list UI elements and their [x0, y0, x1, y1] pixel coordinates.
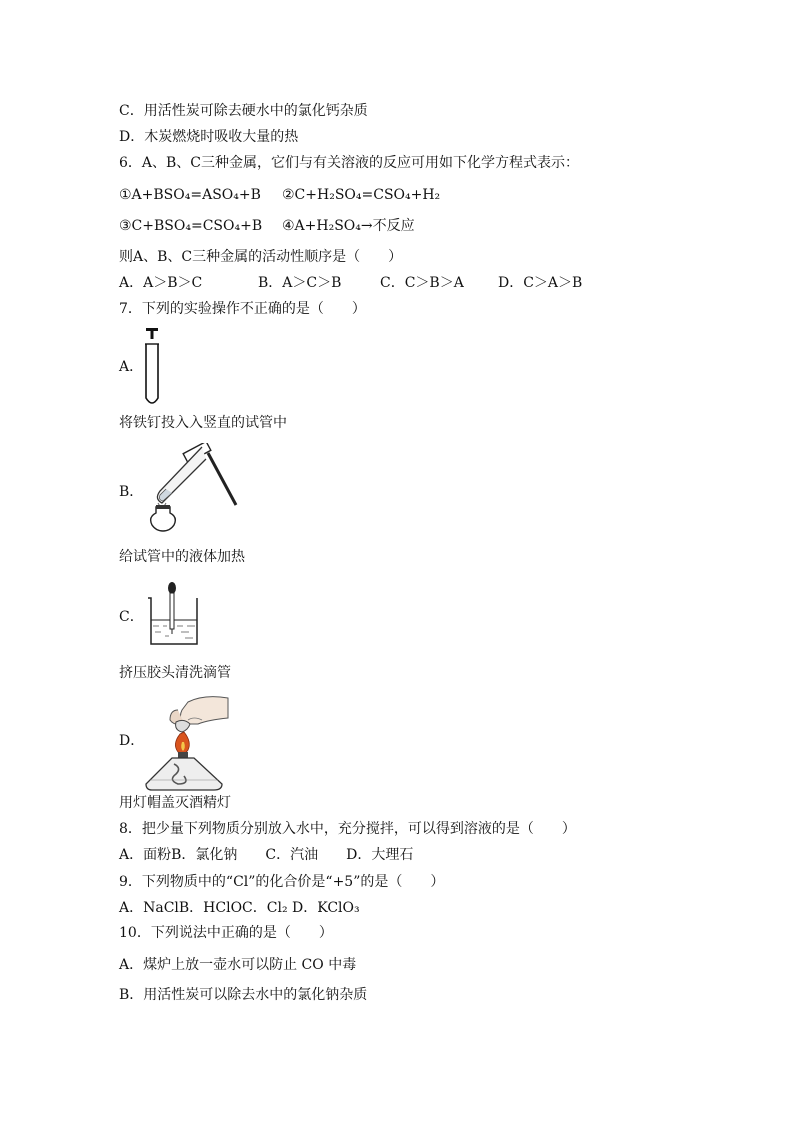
q6-equation-1: ①A+BSO₄=ASO₄+B	[119, 187, 261, 203]
q7-option-a-label: A．	[119, 359, 144, 375]
q6-question: 则A、B、C三种金属的活动性顺序是（ ）	[119, 249, 403, 265]
beaker-dropper-figure	[145, 580, 201, 648]
q8-stem: 8．把少量下列物质分别放入水中，充分搅拌，可以得到溶液的是（ ）	[119, 821, 576, 837]
q6-equation-2: ②C+H₂SO₄=CSO₄+H₂	[282, 187, 441, 203]
test-tube-nail-figure	[142, 326, 166, 408]
q9-options: A．NaClB．HClOC．Cl₂ D．KClO₃	[119, 900, 360, 916]
q6-option-d: D．C＞A＞B	[498, 275, 583, 291]
q7-option-c-caption: 挤压胶头清洗滴管	[119, 665, 231, 681]
q10-option-b: B．用活性炭可以除去水中的氯化钠杂质	[119, 987, 368, 1003]
q6-option-c: C．C＞B＞A	[380, 275, 464, 291]
q10-option-a: A．煤炉上放一壶水可以防止 CO 中毒	[119, 957, 357, 973]
q6-option-b: B．A＞C＞B	[258, 275, 342, 291]
q7-option-c-label: C．	[119, 609, 144, 625]
q5-option-c: C．用活性炭可除去硬水中的氯化钙杂质	[119, 103, 368, 119]
heating-test-tube-figure	[146, 443, 238, 541]
q6-equation-4: ④A+H₂SO₄→不反应	[282, 218, 415, 234]
alcohol-lamp-cap-figure	[144, 694, 230, 794]
q7-option-d-caption: 用灯帽盖灭酒精灯	[119, 795, 231, 811]
q7-option-d-label: D．	[119, 733, 145, 749]
q7-option-b-label: B．	[119, 484, 144, 500]
q6-stem: 6．A、B、C三种金属，它们与有关溶液的反应可用如下化学方程式表示：	[119, 155, 580, 171]
q6-option-a: A．A＞B＞C	[119, 275, 203, 291]
q10-stem: 10．下列说法中正确的是（ ）	[119, 925, 333, 941]
q7-option-b-caption: 给试管中的液体加热	[119, 549, 245, 565]
q8-options: A．面粉B．氯化钠 C．汽油 D．大理石	[119, 847, 414, 863]
q7-stem: 7．下列的实验操作不正确的是（ ）	[119, 301, 366, 317]
q6-equation-3: ③C+BSO₄=CSO₄+B	[119, 218, 263, 234]
q7-option-a-caption: 将铁钉投入入竖直的试管中	[119, 415, 287, 431]
q5-option-d: D．木炭燃烧时吸收大量的热	[119, 129, 299, 145]
q9-stem: 9．下列物质中的“Cl”的化合价是“+5”的是（ ）	[119, 874, 445, 890]
